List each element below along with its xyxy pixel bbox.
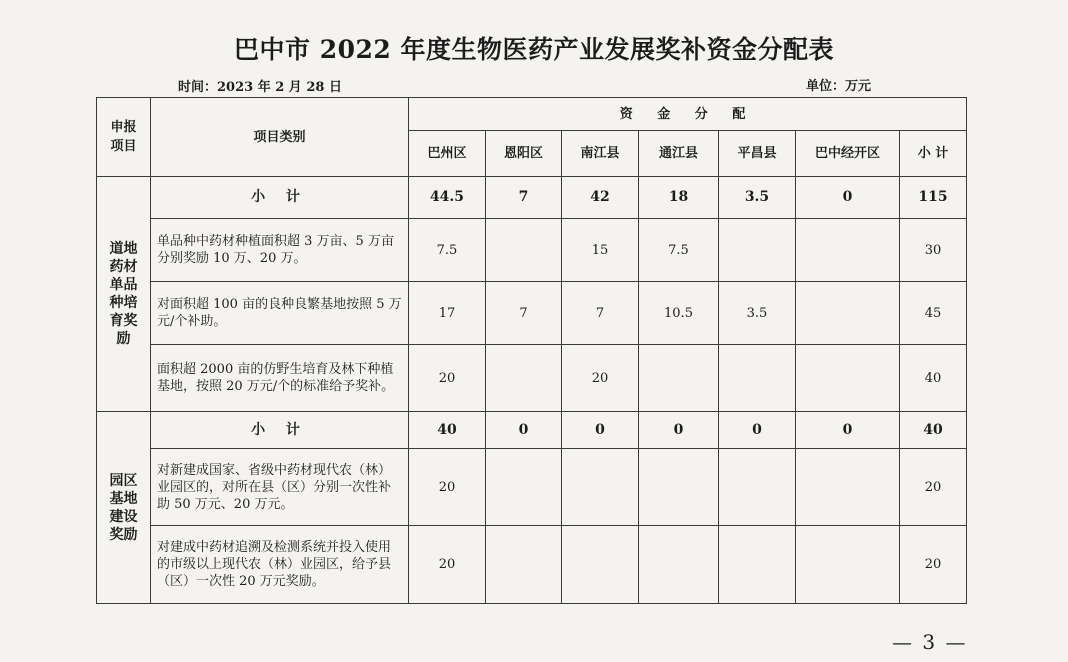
allocation-value <box>796 526 900 604</box>
allocation-value: 20 <box>409 449 486 526</box>
allocation-value <box>796 345 900 412</box>
allocation-value <box>562 449 639 526</box>
allocation-value: 40 <box>900 345 967 412</box>
allocation-value: 45 <box>900 282 967 345</box>
allocation-value <box>719 345 796 412</box>
allocation-value: 7 <box>562 282 639 345</box>
allocation-value: 30 <box>900 219 967 282</box>
allocation-value: 7.5 <box>409 219 486 282</box>
subtotal-value: 0 <box>562 412 639 449</box>
project-description: 对面积超 100 亩的良种良繁基地按照 5 万元/个补助。 <box>151 282 409 345</box>
header-district-jingkai: 巴中经开区 <box>796 131 900 177</box>
subtotal-value: 0 <box>486 412 562 449</box>
subtotal-label: 小 计 <box>151 177 409 219</box>
subtotal-value: 7 <box>486 177 562 219</box>
allocation-value: 20 <box>409 526 486 604</box>
allocation-table <box>96 97 967 604</box>
project-description: 对新建成国家、省级中药材现代农（林）业园区的，对所在县（区）分别一次性补助 50 万元、20 万元。 <box>151 449 409 526</box>
allocation-value <box>639 526 719 604</box>
allocation-value: 15 <box>562 219 639 282</box>
page-title: 巴中市 2022 年度生物医药产业发展奖补资金分配表 <box>234 35 834 64</box>
project-description: 对建成中药材追溯及检测系统并投入使用的市级以上现代农（林）业园区，给予县（区）一次性 20 万元奖励。 <box>151 526 409 604</box>
subtotal-value: 115 <box>900 177 967 219</box>
subtotal-value: 0 <box>639 412 719 449</box>
allocation-value: 3.5 <box>719 282 796 345</box>
header-project-category: 项目类别 <box>151 98 409 177</box>
subtotal-value: 40 <box>409 412 486 449</box>
subtotal-value: 0 <box>719 412 796 449</box>
header-allocation: 资 金 分 配 <box>409 98 967 131</box>
header-declare-item: 申报项目 <box>97 98 151 177</box>
allocation-value <box>719 526 796 604</box>
subtotal-value: 0 <box>796 177 900 219</box>
header-district-enyang: 恩阳区 <box>486 131 562 177</box>
header-subtotal: 小 计 <box>900 131 967 177</box>
subtotal-value: 40 <box>900 412 967 449</box>
allocation-value <box>639 345 719 412</box>
allocation-value <box>719 219 796 282</box>
allocation-value: 10.5 <box>639 282 719 345</box>
subtotal-value: 0 <box>796 412 900 449</box>
subtotal-value: 18 <box>639 177 719 219</box>
project-description: 单品种中药材种植面积超 3 万亩、5 万亩分别奖励 10 万、20 万。 <box>151 219 409 282</box>
allocation-value <box>719 449 796 526</box>
allocation-value: 7 <box>486 282 562 345</box>
subtotal-value: 44.5 <box>409 177 486 219</box>
header-district-tongjiang: 通江县 <box>639 131 719 177</box>
allocation-value <box>486 219 562 282</box>
allocation-value: 20 <box>409 345 486 412</box>
header-district-nanjiang: 南江县 <box>562 131 639 177</box>
subtotal-value: 3.5 <box>719 177 796 219</box>
project-description: 面积超 2000 亩的仿野生培育及林下种植基地，按照 20 万元/个的标准给予奖补。 <box>151 345 409 412</box>
allocation-value <box>486 526 562 604</box>
allocation-value <box>486 345 562 412</box>
date-label: 时间：2023 年 2 月 28 日 <box>178 80 342 95</box>
allocation-value <box>639 449 719 526</box>
subtotal-value: 42 <box>562 177 639 219</box>
allocation-value: 17 <box>409 282 486 345</box>
allocation-value <box>796 219 900 282</box>
category-cell: 园区基地建设奖励 <box>97 412 151 604</box>
page-number: — 3 — <box>892 630 968 654</box>
allocation-value: 20 <box>900 526 967 604</box>
allocation-value <box>562 526 639 604</box>
header-district-bazhou: 巴州区 <box>409 131 486 177</box>
category-cell: 道地药材单品种培育奖励 <box>97 177 151 412</box>
allocation-value: 7.5 <box>639 219 719 282</box>
allocation-value <box>486 449 562 526</box>
allocation-value: 20 <box>900 449 967 526</box>
allocation-value: 20 <box>562 345 639 412</box>
subtotal-label: 小 计 <box>151 412 409 449</box>
allocation-value <box>796 282 900 345</box>
header-district-pingchang: 平昌县 <box>719 131 796 177</box>
unit-label: 单位：万元 <box>806 79 872 94</box>
allocation-value <box>796 449 900 526</box>
